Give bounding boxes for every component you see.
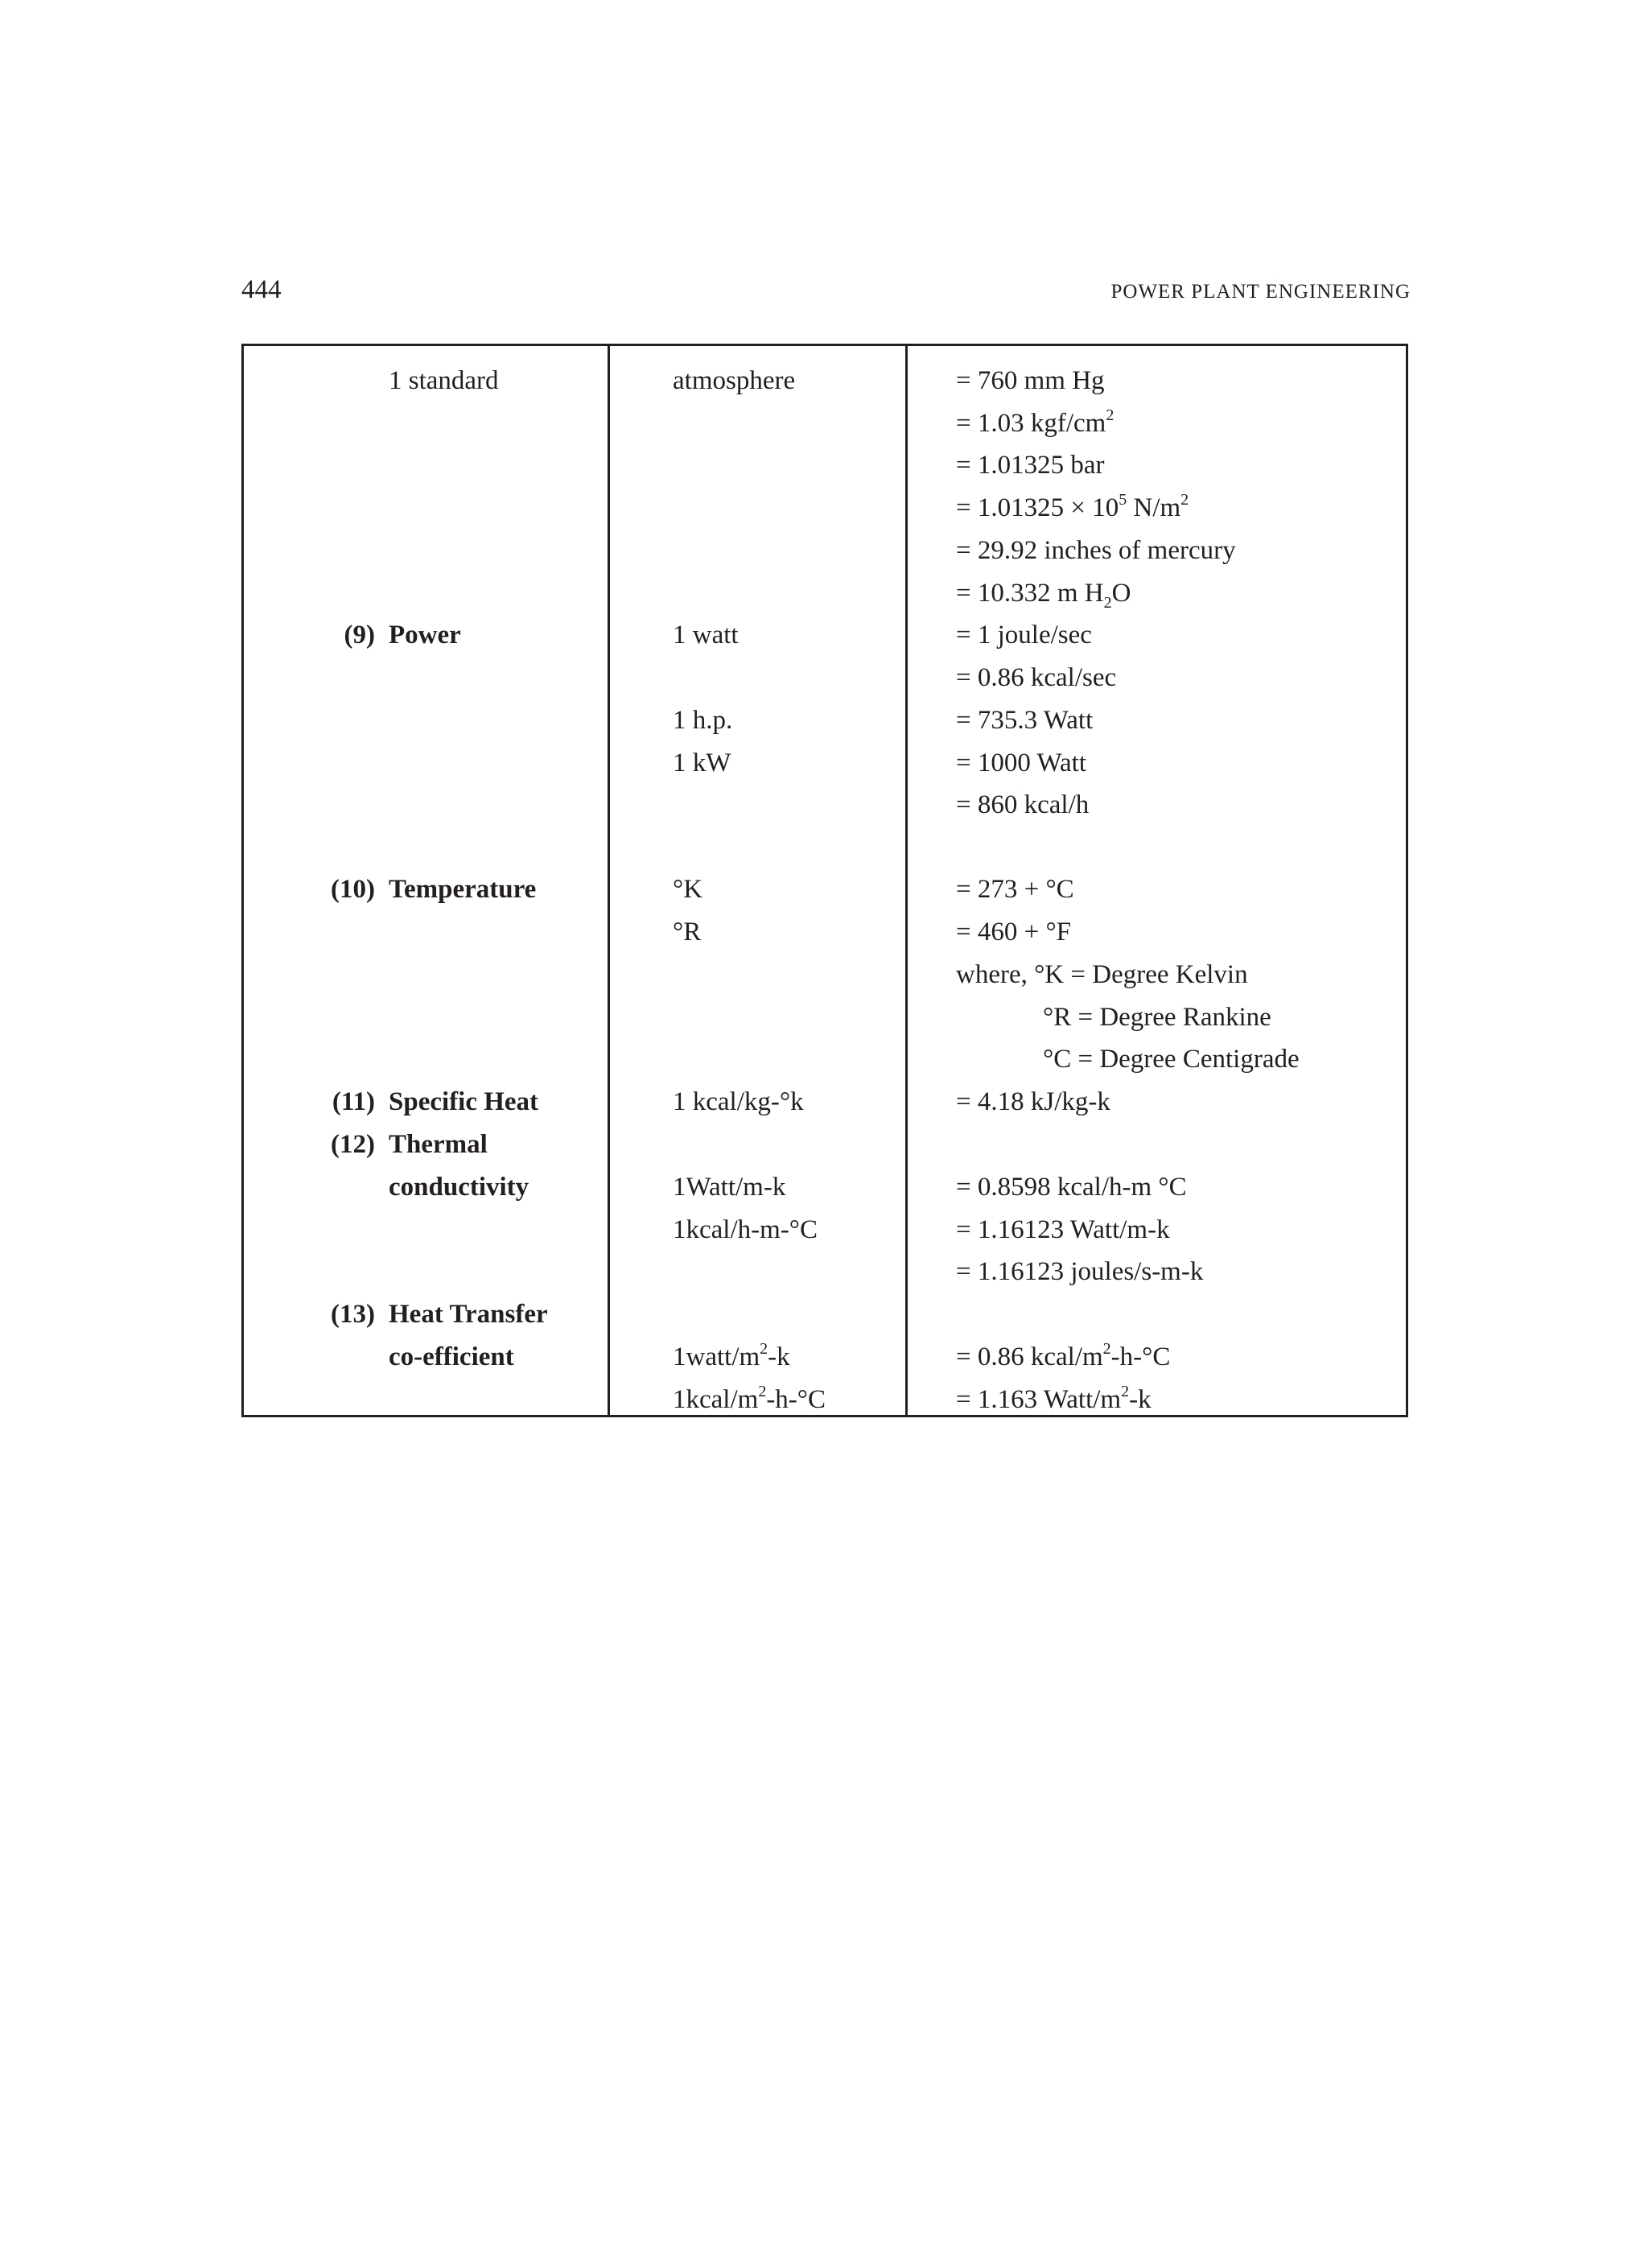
- value-cell: = 1.163 Watt/$m^2-k$: [956, 1383, 1152, 1414]
- value-cell: = 273 + °C: [956, 875, 1074, 904]
- value-cell: = 460 + °F: [956, 918, 1072, 946]
- unit-cell: 1kcal/h-m-°C: [673, 1215, 818, 1244]
- value-cell: = 760 mm Hg: [956, 366, 1105, 395]
- unit-cell: °R: [673, 918, 702, 946]
- quantity-cell: Heat Transfer: [389, 1300, 548, 1329]
- unit-cell: $1watt/m^2-k$: [673, 1340, 790, 1371]
- unit-cell: 1 h.p.: [673, 706, 733, 735]
- value-cell: = 1 joule/sec: [956, 621, 1092, 649]
- quantity-cell: Power: [389, 621, 461, 649]
- value-cell: = 735.3 Watt: [956, 706, 1094, 735]
- item-number: (9): [344, 621, 375, 649]
- item-number: (10): [331, 875, 375, 904]
- value-cell: = 1.03 kgf/$cm^2$: [956, 406, 1114, 438]
- value-cell: = 0.86 kcal/sec: [956, 663, 1117, 692]
- item-number: (12): [331, 1130, 375, 1159]
- value-cell: where, °K = Degree Kelvin: [956, 960, 1248, 989]
- unit-conversion-table: [241, 344, 1408, 1417]
- unit-cell: 1 kcal/kg-°k: [673, 1087, 804, 1116]
- quantity-cell: Thermal: [389, 1130, 488, 1159]
- column-divider: [608, 346, 610, 1415]
- value-cell: = $1.01325 \times 10^5$ $N/m^2$: [956, 491, 1189, 522]
- value-cell: = 4.18 kJ/kg-k: [956, 1087, 1110, 1116]
- quantity-cell: Specific Heat: [389, 1087, 539, 1116]
- value-cell: °C = Degree Centigrade: [1043, 1045, 1300, 1074]
- value-cell: = 860 kcal/h: [956, 790, 1090, 819]
- value-cell: = 0.8598 kcal/h-m °C: [956, 1173, 1187, 1202]
- unit-cell: atmosphere: [673, 366, 796, 395]
- unit-cell: $1kcal/m^2-h-^\circ C$: [673, 1383, 826, 1414]
- unit-cell: 1Watt/m-k: [673, 1173, 786, 1202]
- value-cell: = 10.332 m $H_2O$: [956, 579, 1131, 612]
- value-cell: °R = Degree Rankine: [1043, 1003, 1271, 1032]
- column-divider: [905, 346, 908, 1415]
- item-number: (13): [331, 1300, 375, 1329]
- quantity-cell: conductivity: [389, 1173, 529, 1202]
- value-cell: = 29.92 inches of mercury: [956, 536, 1236, 565]
- value-cell: = 1.01325 bar: [956, 451, 1105, 480]
- unit-cell: 1 watt: [673, 621, 739, 649]
- quantity-cell: Temperature: [389, 875, 537, 904]
- unit-cell: °K: [673, 875, 703, 904]
- value-cell: = 1.16123 joules/s-m-k: [956, 1257, 1204, 1286]
- quantity-cell: 1 standard: [389, 366, 499, 395]
- unit-cell: 1 kW: [673, 748, 731, 777]
- value-cell: = 0.86 kcal/$m^2-h-^\circ C$: [956, 1340, 1171, 1371]
- quantity-cell: co-efficient: [389, 1342, 514, 1371]
- value-cell: = 1.16123 Watt/m-k: [956, 1215, 1170, 1244]
- value-cell: = 1000 Watt: [956, 748, 1087, 777]
- running-head: POWER PLANT ENGINEERING: [1110, 281, 1411, 303]
- item-number: (11): [332, 1087, 375, 1116]
- page-number: 444: [241, 275, 282, 304]
